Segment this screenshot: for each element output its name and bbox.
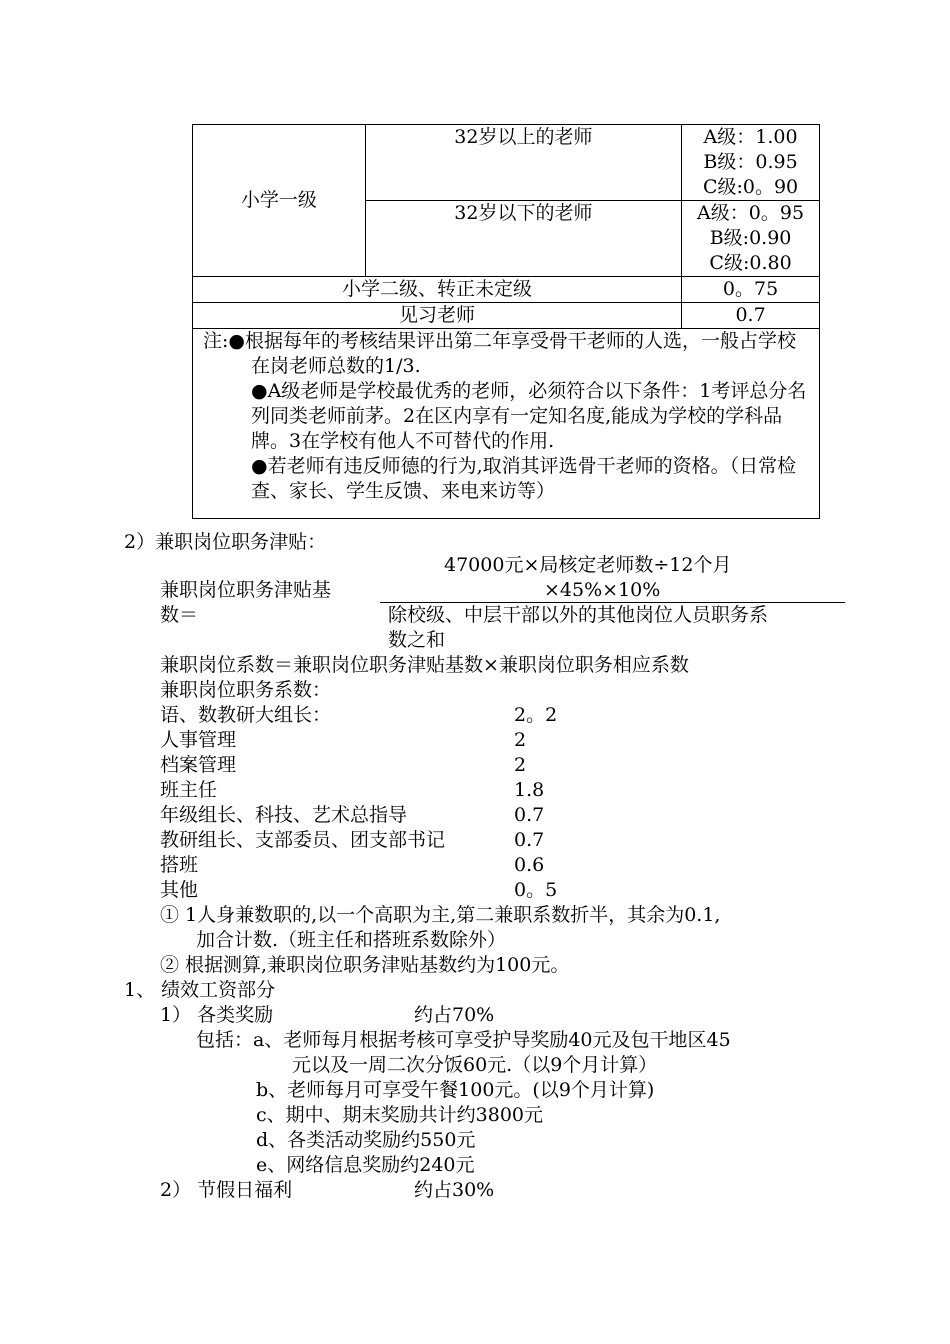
part-time-note2: ② 根据测算,兼职岗位职务津贴基数约为100元。 xyxy=(160,954,570,976)
part-time-note1-a: ① 1人身兼数职的,以一个高职为主,第二兼职系数折半，其余为0.1, xyxy=(160,904,721,926)
coef-role: 语、数教研大组长： xyxy=(160,704,332,726)
grade-coefficient-table xyxy=(192,124,820,519)
coef-value: 1.8 xyxy=(514,779,545,801)
category-over-32: 32岁以上的老师 xyxy=(365,125,681,201)
ratio-a: A级：0。95 xyxy=(697,202,805,224)
includes-e: e、网络信息奖励约240元 xyxy=(256,1154,475,1176)
coef-value: 0。5 xyxy=(514,879,558,901)
coef-role: 教研组长、支部委员、团支部书记 xyxy=(160,829,446,851)
part-time-note1-b: 加合计数.（班主任和搭班系数除外） xyxy=(196,929,507,951)
formula-denominator-2: 数之和 xyxy=(388,629,446,651)
second-level-value: 0。75 xyxy=(682,277,820,303)
formula-numerator-2: ×45%×10% xyxy=(544,579,661,601)
table-note xyxy=(193,329,820,519)
trainee-label: 见习老师 xyxy=(193,303,682,329)
ratio-b: B级：0.95 xyxy=(703,151,798,173)
performance-heading: 1、 绩效工资部分 xyxy=(124,979,276,1001)
part-time-heading: 2）兼职岗位职务津贴： xyxy=(124,531,327,553)
item1-pct: 约占70% xyxy=(414,1004,495,1026)
coef-role: 人事管理 xyxy=(160,729,237,751)
includes-d: d、各类活动奖励约550元 xyxy=(256,1129,476,1151)
ratio-b: B级:0.90 xyxy=(709,227,792,249)
coef-role: 搭班 xyxy=(160,854,199,876)
item2-label: 2） 节假日福利 xyxy=(160,1179,293,1201)
ratios-over-32 xyxy=(682,125,820,201)
formula-label-2: 数＝ xyxy=(160,604,199,626)
formula-denominator-1: 除校级、中层干部以外的其他岗位人员职务系 xyxy=(388,604,769,626)
formula-label-1: 兼职岗位职务津贴基 xyxy=(160,579,332,601)
coef-heading: 兼职岗位职务系数： xyxy=(160,679,332,701)
coef-role: 档案管理 xyxy=(160,754,237,776)
note-p3: ●若老师有违反师德的行为,取消其评选骨干老师的资格。（日常检查、家长、学生反馈、来电来访等） xyxy=(251,455,797,502)
includes-b: b、老师每月可享受午餐100元。(以9个月计算) xyxy=(256,1079,655,1101)
coef-formula: 兼职岗位系数＝兼职岗位职务津贴基数×兼职岗位职务相应系数 xyxy=(160,654,689,676)
item1-label: 1） 各类奖励 xyxy=(160,1004,274,1026)
ratios-under-32 xyxy=(682,201,820,277)
includes-a-line1: 包括：a、老师每月根据考核可享受护导奖励40元及包干地区45 xyxy=(196,1029,731,1051)
ratio-a: A级：1.00 xyxy=(703,126,798,148)
category-under-32: 32岁以下的老师 xyxy=(365,201,681,277)
note-p1: 注:●根据每年的考核结果评出第二年享受骨干老师的人选，一般占学校在岗老师总数的1/3. xyxy=(203,330,796,377)
coef-role: 班主任 xyxy=(160,779,218,801)
item2-pct: 约占30% xyxy=(414,1179,495,1201)
coef-value: 0.6 xyxy=(514,854,545,876)
coef-value: 2。2 xyxy=(514,704,558,726)
ratio-c: C级:0。90 xyxy=(702,176,799,198)
coef-value: 0.7 xyxy=(514,829,545,851)
includes-c: c、期中、期末奖励共计约3800元 xyxy=(256,1104,543,1126)
second-level-label: 小学二级、转正未定级 xyxy=(193,277,682,303)
coef-role: 其他 xyxy=(160,879,199,901)
note-p2: ●A级老师是学校最优秀的老师，必须符合以下条件：1考评总分名列同类老师前茅。2在区内享有一定知名度,能成为学校的学科品牌。3在学校有他人不可替代的作用. xyxy=(251,380,807,452)
primary-first-label: 小学一级 xyxy=(193,125,366,277)
coef-role: 年级组长、科技、艺术总指导 xyxy=(160,804,408,826)
trainee-value: 0.7 xyxy=(682,303,820,329)
coef-value: 0.7 xyxy=(514,804,545,826)
includes-a-line2: 元以及一周二次分饭60元.（以9个月计算） xyxy=(292,1054,658,1076)
ratio-c: C级:0.80 xyxy=(709,252,792,274)
coef-value: 2 xyxy=(514,754,527,776)
formula-numerator-1: 47000元×局核定老师数÷12个月 xyxy=(444,554,732,576)
coef-value: 2 xyxy=(514,729,527,751)
